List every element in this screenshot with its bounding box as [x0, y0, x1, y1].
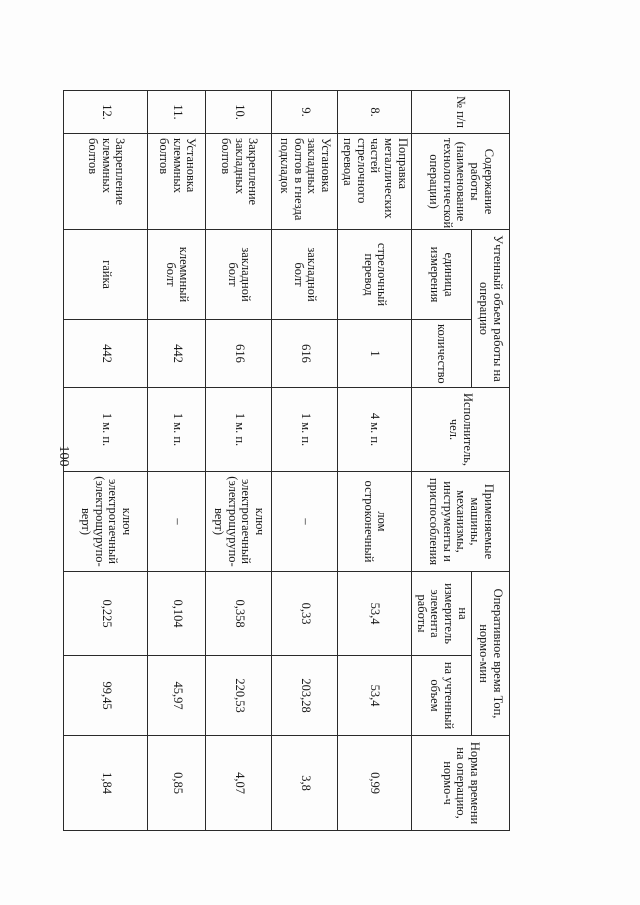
header-per-volume: на учтенный объем [412, 656, 472, 736]
header-norm: Норма времени на операцию, нормо-ч [412, 736, 510, 831]
table-row [272, 91, 338, 831]
header-per-unit: на измеритель элемента работы [412, 572, 472, 656]
cell-content: Закрепление клеммных болтов [64, 134, 148, 230]
cell-norm: 1,84 [64, 736, 148, 831]
cell-num: 8. [338, 91, 412, 134]
cell-tools: лом остроконечный [338, 472, 412, 572]
cell-num: 12. [64, 91, 148, 134]
table-row [64, 91, 148, 831]
header-tools: Применяемые машины, механизмы, инструменты и приспособления [412, 472, 510, 572]
cell-content: Установка закладных болтов в гнезда подкладок [272, 134, 338, 230]
table-row [338, 91, 412, 831]
cell-tools: – [272, 472, 338, 572]
cell-per-unit: 0,33 [272, 572, 338, 656]
cell-per-volume: 99,45 [64, 656, 148, 736]
cell-performer: 1 м. п. [206, 388, 272, 472]
cell-per-volume: 45,97 [148, 656, 206, 736]
cell-per-unit: 0,225 [64, 572, 148, 656]
header-volume-group: Учтенный объем работы на операцию [472, 230, 510, 388]
header-row-top [472, 91, 510, 831]
cell-per-volume: 220,53 [206, 656, 272, 736]
header-content: Содержание работы (наименование технологической операции) [412, 134, 510, 230]
cell-performer: 1 м. п. [272, 388, 338, 472]
cell-unit: закладной болт [206, 230, 272, 320]
cell-num: 9. [272, 91, 338, 134]
cell-performer: 1 м. п. [148, 388, 206, 472]
cell-norm: 3,8 [272, 736, 338, 831]
table-row [148, 91, 206, 831]
cell-per-unit: 0,104 [148, 572, 206, 656]
header-num: № п/п [412, 91, 510, 134]
page-number: 100 [56, 445, 71, 467]
cell-quantity: 1 [338, 320, 412, 388]
cell-tools: ключ электрогаечный (электрощурупо-верт) [64, 472, 148, 572]
cell-num: 11. [148, 91, 206, 134]
cell-norm: 0,99 [338, 736, 412, 831]
cell-norm: 0,85 [148, 736, 206, 831]
cell-content: Установка клеммных болтов [148, 134, 206, 230]
header-unit: единица измерения [412, 230, 472, 320]
cell-per-volume: 53,4 [338, 656, 412, 736]
cell-per-volume: 203,28 [272, 656, 338, 736]
norm-table [63, 90, 510, 831]
cell-quantity: 442 [148, 320, 206, 388]
cell-unit: стрелочный перевод [338, 230, 412, 320]
cell-content: Поправка металлических частей стрелочного перевода [338, 134, 412, 230]
cell-unit: закладной болт [272, 230, 338, 320]
header-time-group: Оперативное время Топ, нормо-мин [472, 572, 510, 736]
cell-num: 10. [206, 91, 272, 134]
cell-norm: 4,07 [206, 736, 272, 831]
rotated-table-wrapper [72, 90, 510, 830]
cell-unit: клеммный болт [148, 230, 206, 320]
cell-per-unit: 53,4 [338, 572, 412, 656]
cell-performer: 1 м. п. [64, 388, 148, 472]
cell-quantity: 616 [206, 320, 272, 388]
cell-tools: ключ электрогаечный (электрощурупо-верт) [206, 472, 272, 572]
cell-quantity: 442 [64, 320, 148, 388]
cell-content: Закрепление закладных болтов [206, 134, 272, 230]
header-performer: Исполнитель, чел. [412, 388, 510, 472]
table-rotation-frame [72, 90, 510, 830]
cell-unit: гайка [64, 230, 148, 320]
header-quantity: количество [412, 320, 472, 388]
cell-performer: 4 м. п. [338, 388, 412, 472]
cell-tools: – [148, 472, 206, 572]
cell-per-unit: 0,358 [206, 572, 272, 656]
cell-quantity: 616 [272, 320, 338, 388]
table-row [206, 91, 272, 831]
